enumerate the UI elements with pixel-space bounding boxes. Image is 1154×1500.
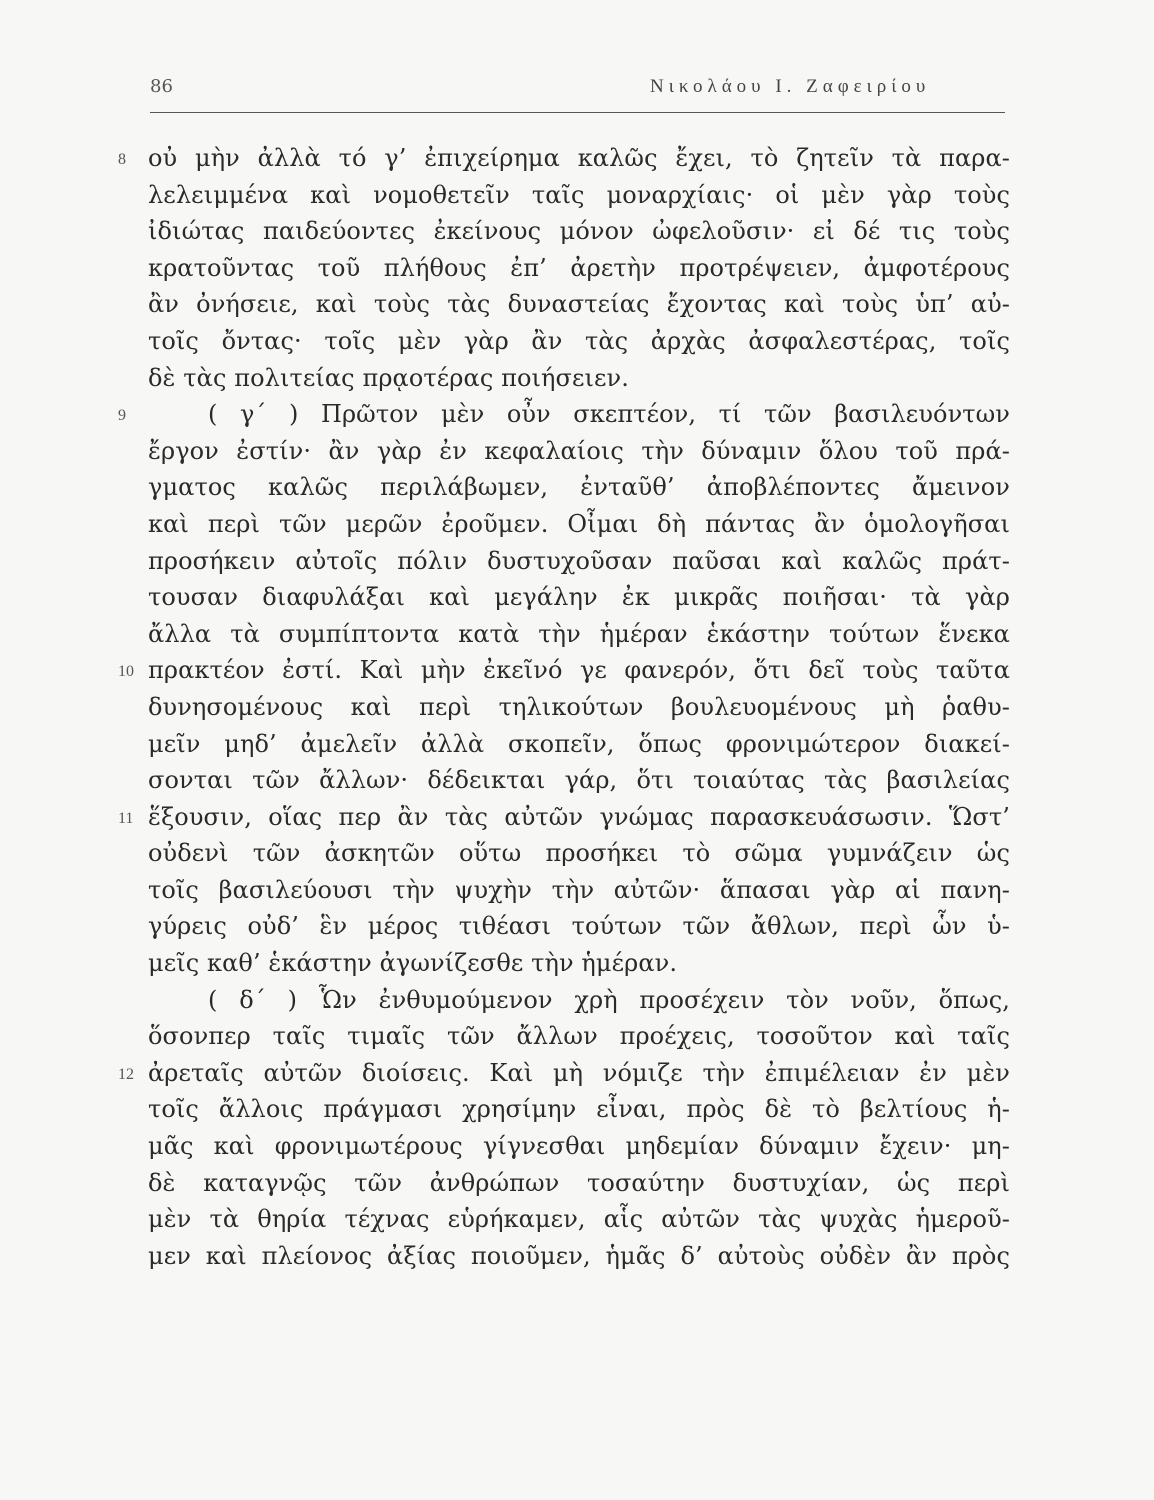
page-header — [150, 70, 1005, 116]
line-text: γματος καλῶς περιλάβωμεν, ἐνταῦθ’ ἀποβλέποντες ἄμεινον — [148, 473, 1010, 502]
line-text: ἕξουσιν, οἵας περ ἂν τὰς αὐτῶν γνώμας παρασκευάσωσιν. Ὥστ’ — [148, 802, 1010, 831]
line-text: δὲ τὰς πολιτείας πρᾳοτέρας ποιήσειεν. — [148, 363, 629, 392]
text-line — [148, 982, 1010, 1019]
text-line — [148, 835, 1010, 872]
line-text: οὐδενὶ τῶν ἀσκητῶν οὕτω προσήκει τὸ σῶμα γυμνάζειν ὡς — [148, 839, 1010, 868]
text-line — [148, 286, 1010, 323]
text-line — [148, 1238, 1010, 1275]
line-text: καὶ περὶ τῶν μερῶν ἐροῦμεν. Οἶμαι δὴ πάντας ἂν ὁμολογῆσαι — [148, 509, 1010, 538]
text-line — [148, 177, 1010, 214]
line-text: μὲν τὰ θηρία τέχνας εὑρήκαμεν, αἷς αὐτῶν τὰς ψυχὰς ἡμεροῦ- — [148, 1205, 1010, 1234]
line-text: ( γ΄ ) Πρῶτον μὲν οὖν σκεπτέον, τί τῶν βασιλευόντων — [208, 400, 1010, 429]
text-line — [148, 1128, 1010, 1165]
body-text — [118, 140, 1010, 1274]
line-text: κρατοῦντας τοῦ πλήθους ἐπ’ ἀρετὴν προτρέψειεν, ἀμφοτέρους — [148, 253, 1010, 282]
line-text: τοῖς βασιλεύουσι τὴν ψυχὴν τὴν αὐτῶν· ἅπασαι γὰρ αἱ πανη- — [148, 875, 1010, 904]
text-line — [148, 1018, 1010, 1055]
line-text: ὅσονπερ ταῖς τιμαῖς τῶν ἄλλων προέχεις, τοσοῦτον καὶ ταῖς — [148, 1022, 1010, 1051]
line-text: λελειμμένα καὶ νομοθετεῖν ταῖς μοναρχίαις· οἱ μὲν γὰρ τοὺς — [148, 180, 1010, 209]
line-text: ἔργον ἐστίν· ἂν γὰρ ἐν κεφαλαίοις τὴν δύναμιν ὅλου τοῦ πρά- — [148, 436, 1010, 465]
text-line — [118, 140, 1010, 177]
line-text: οὐ μὴν ἀλλὰ τό γ’ ἐπιχείρημα καλῶς ἔχει, τὸ ζητεῖν τὰ παρα- — [148, 144, 1010, 172]
line-text: δυνησομένους καὶ περὶ τηλικούτων βουλευομένους μὴ ῥαθυ- — [148, 692, 1010, 721]
text-line — [148, 726, 1010, 763]
margin-section-number: 11 — [118, 809, 134, 827]
line-text: ἀρεταῖς αὐτῶν διοίσεις. Καὶ μὴ νόμιζε τὴν ἐπιμέλειαν ἐν μὲν — [148, 1058, 1010, 1087]
text-line — [148, 1201, 1010, 1238]
line-text: ( δ΄ ) Ὧν ἐνθυμούμενον χρὴ προσέχειν τὸν νοῦν, ὅπως, — [208, 985, 1010, 1014]
text-line — [148, 506, 1010, 543]
text-line — [148, 1091, 1010, 1128]
page-number: 86 — [150, 76, 173, 97]
margin-section-number: 8 — [118, 151, 126, 168]
margin-section-number: 12 — [118, 1065, 134, 1083]
running-head: Νικολάου Ι. Ζαφειρίου — [650, 76, 931, 97]
margin-section-number: 9 — [118, 407, 126, 425]
line-text: τοῖς ἄλλοις πράγμασι χρησίμην εἶναι, πρὸς δὲ τὸ βελτίους ἡ- — [148, 1095, 1010, 1124]
text-line — [148, 213, 1010, 250]
text-line — [148, 433, 1010, 470]
line-text: τουσαν διαφυλάξαι καὶ μεγάλην ἐκ μικρᾶς ποιῆσαι· τὰ γὰρ — [148, 583, 1010, 612]
line-text: μεν καὶ πλείονος ἀξίας ποιοῦμεν, ἡμᾶς δ’ αὐτοὺς οὐδὲν ἂν πρὸς — [148, 1241, 1010, 1270]
text-line — [148, 689, 1010, 726]
margin-section-number: 10 — [118, 663, 134, 681]
text-line — [148, 945, 1010, 982]
text-line — [148, 872, 1010, 909]
text-line — [148, 579, 1010, 616]
text-line — [118, 396, 1010, 433]
line-text: δὲ καταγνῷς τῶν ἀνθρώπων τοσαύτην δυστυχίαν, ὡς περὶ — [148, 1168, 1010, 1197]
line-text: ἄλλα τὰ συμπίπτοντα κατὰ τὴν ἡμέραν ἑκάστην τούτων ἕνεκα — [148, 619, 1010, 648]
text-line — [118, 652, 1010, 689]
text-line — [148, 908, 1010, 945]
text-line — [118, 799, 1010, 836]
text-line — [148, 323, 1010, 360]
line-text: σονται τῶν ἄλλων· δέδεικται γάρ, ὅτι τοιαύτας τὰς βασιλείας — [148, 766, 1010, 795]
line-text: γύρεις οὐδ’ ἓν μέρος τιθέασι τούτων τῶν ἄθλων, περὶ ὧν ὑ- — [148, 912, 1010, 941]
text-line — [148, 360, 1010, 397]
line-text: πρακτέον ἐστί. Καὶ μὴν ἐκεῖνό γε φανερόν, ὅτι δεῖ τοὺς ταῦτα — [148, 656, 1010, 685]
line-text: μεῖς καθ’ ἑκάστην ἀγωνίζεσθε τὴν ἡμέραν. — [148, 949, 678, 978]
text-line — [148, 250, 1010, 287]
line-text: μεῖν μηδ’ ἀμελεῖν ἀλλὰ σκοπεῖν, ὅπως φρονιμώτερον διακεί- — [148, 729, 1010, 758]
text-line — [148, 762, 1010, 799]
line-text: τοῖς ὄντας· τοῖς μὲν γὰρ ἂν τὰς ἀρχὰς ἀσφαλεστέρας, τοῖς — [148, 326, 1010, 355]
line-text: ἰδιώτας παιδεύοντες ἐκείνους μόνον ὠφελοῦσιν· εἰ δέ τις τοὺς — [148, 217, 1010, 246]
text-line — [118, 1055, 1010, 1092]
text-line — [148, 469, 1010, 506]
line-text: μᾶς καὶ φρονιμωτέρους γίγνεσθαι μηδεμίαν δύναμιν ἔχειν· μη- — [148, 1132, 1010, 1161]
text-line — [148, 543, 1010, 580]
text-line — [148, 616, 1010, 653]
line-text: ἂν ὀνήσειε, καὶ τοὺς τὰς δυναστείας ἔχοντας καὶ τοὺς ὑπ’ αὐ- — [148, 290, 1010, 319]
header-rule — [150, 112, 1005, 113]
line-text: προσήκειν αὐτοῖς πόλιν δυστυχοῦσαν παῦσαι καὶ καλῶς πράτ- — [148, 546, 1010, 575]
text-line — [148, 1165, 1010, 1202]
